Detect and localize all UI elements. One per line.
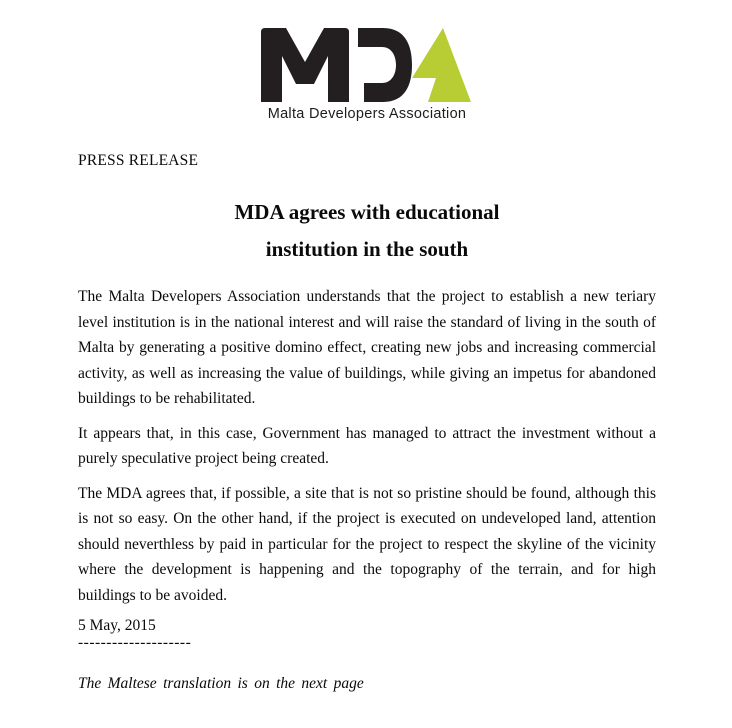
logo-letter-m [261, 28, 349, 102]
title-line-2: institution in the south [265, 237, 469, 261]
paragraph-2: It appears that, in this case, Government has managed to attract the investment without a purely speculative project being created. [78, 424, 656, 467]
press-release-label: PRESS RELEASE [78, 152, 199, 169]
logo-letter-a [412, 28, 471, 102]
logo-letter-d [358, 28, 412, 102]
document-body [78, 284, 656, 608]
title-line-1: MDA agrees with educational [234, 200, 500, 224]
separator-dashes: -------------------- [78, 634, 192, 651]
translation-note: The Maltese translation is on the next page [78, 675, 364, 692]
mda-logo-letters [261, 28, 473, 102]
paragraph-3: The MDA agrees that, if possible, a site that is not so pristine should be found, although this is not so easy. On the other hand, if the project is executed on undeveloped land, attention should neverthless by paid in particular for the project to respect the skyline of the vicinity where the development is happening and the topography of the terrain, and for high buildings to be avoided. [78, 484, 656, 604]
paragraph-1: The Malta Developers Association understands that the project to establish a new teriary level institution is in the national interest and will raise the standard of living in the south of Malta by generating a positive domino effect, creating new jobs and increasing commercial activity, as well as increasing the value of buildings, while giving an impetus for abandoned buildings to be rehabilitated. [78, 288, 656, 407]
logo-subtitle: Malta Developers Association [267, 106, 467, 122]
date-line: 5 May, 2015 [78, 617, 156, 634]
document-title [78, 194, 656, 268]
mda-logo [260, 28, 474, 122]
